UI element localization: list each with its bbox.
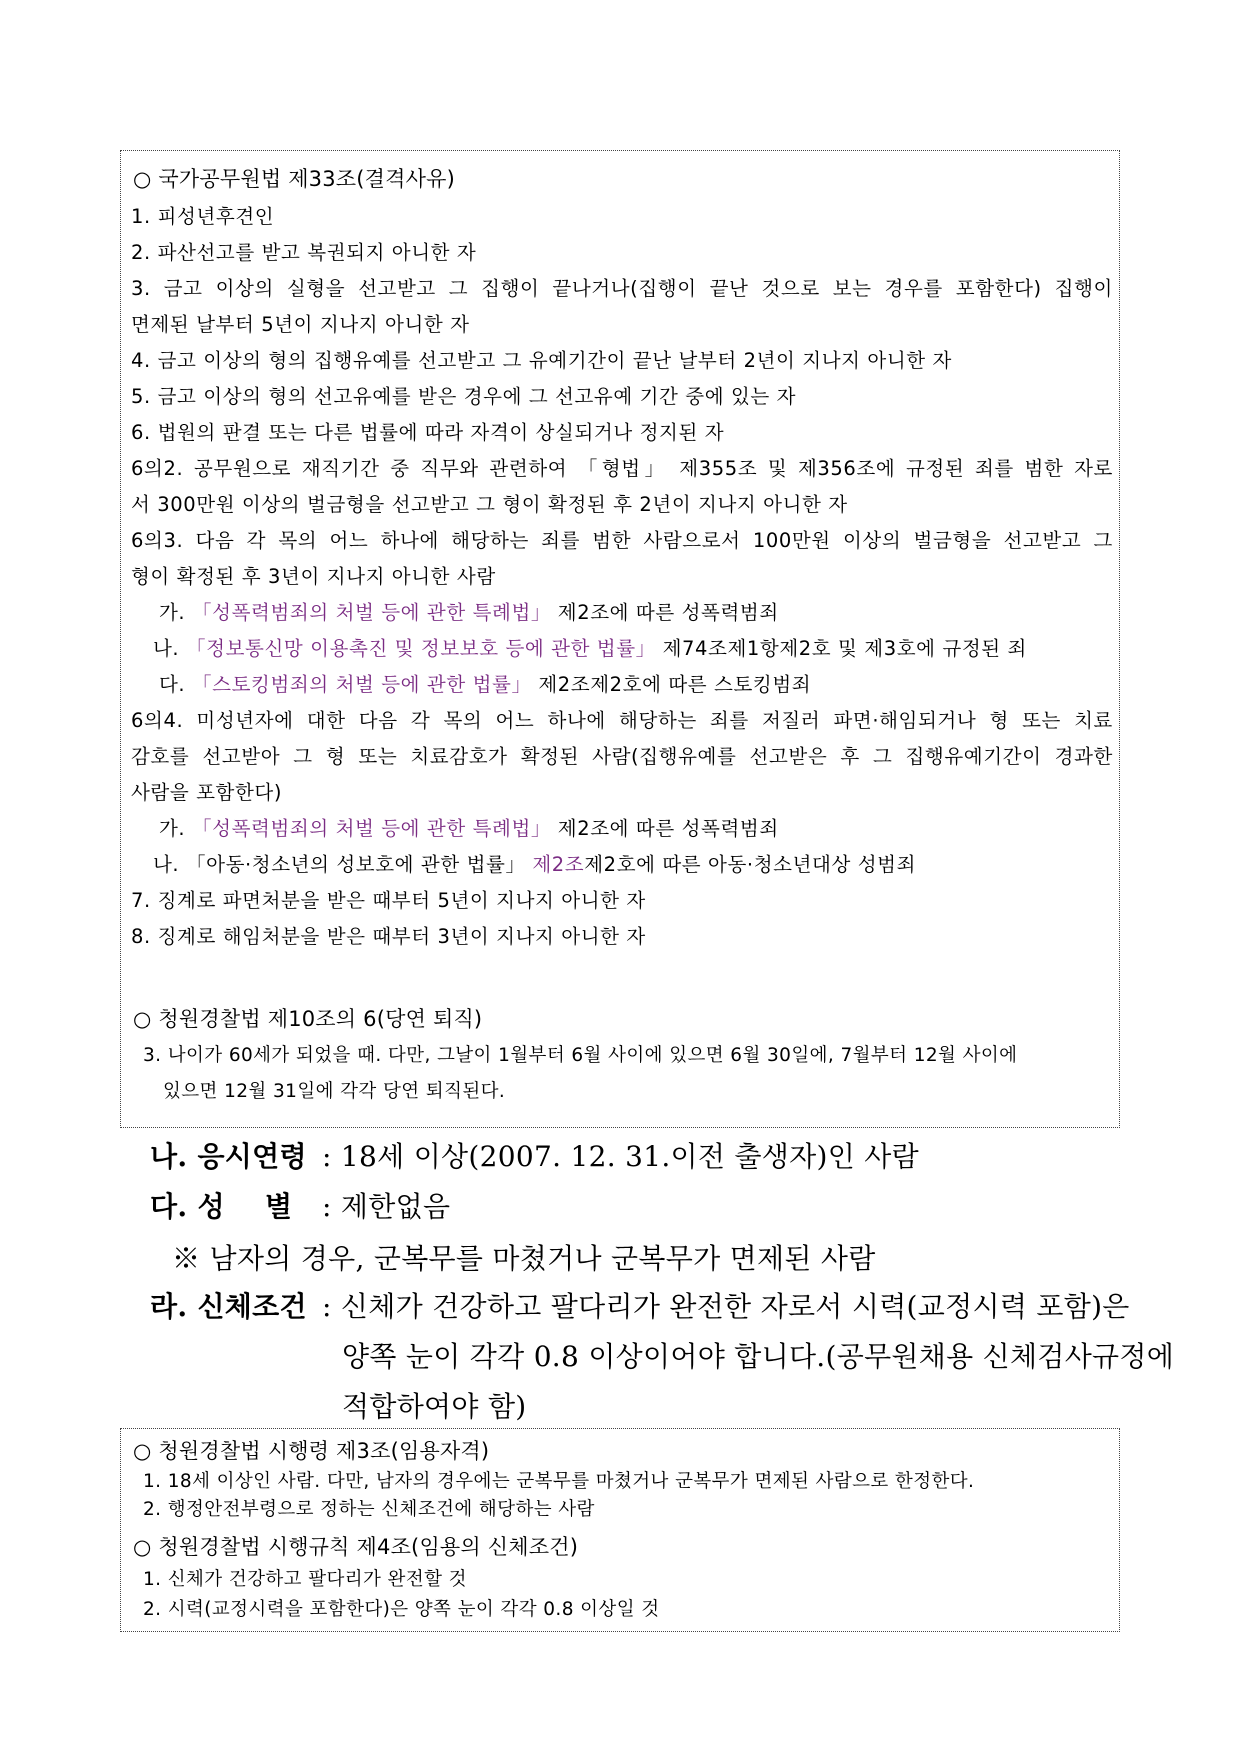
section-title-civil-service-act: ○ 국가공무원법 제33조(결격사유) <box>133 167 456 191</box>
clause-2: 2. 파산선고를 받고 복권되지 아니한 자 <box>131 241 477 264</box>
law-reference: 「스토킹범죄의 처벌 등에 관한 법률」 <box>192 673 532 696</box>
clause-6: 6. 법원의 판결 또는 다른 법률에 따라 자격이 상실되거나 정지된 자 <box>131 421 725 444</box>
decree-item-2: 2. 행정안전부령으로 정하는 신체조건에 해당하는 사람 <box>143 1499 595 1520</box>
physical-value-line-2: 양쪽 눈이 각각 0.8 이상이어야 합니다.(공무원채용 신체검사규정에 <box>342 1340 1175 1373</box>
clause-1: 1. 피성년후견인 <box>131 205 275 228</box>
decree-item-1: 1. 18세 이상인 사람. 다만, 남자의 경우에는 군복무를 마쳤거나 군복무가 면제된 사람으로 한정한다. <box>143 1471 975 1492</box>
clause-5: 5. 금고 이상의 형의 선고유예를 받은 경우에 그 선고유예 기간 중에 있는 자 <box>131 385 797 408</box>
clause-6-3-line-1: 6의3. 다음 각 목의 어느 하나에 해당하는 죄를 범한 사람으로서 100만원 이상의 벌금형을 선고받고 그 <box>131 529 1113 552</box>
clause-6-4-line-2: 감호를 선고받아 그 형 또는 치료감호가 확정된 사람(집행유예를 선고받은 후 그 집행유예기간이 경과한 <box>131 745 1113 768</box>
clause-7: 7. 징계로 파면처분을 받은 때부터 5년이 지나지 아니한 자 <box>131 889 646 912</box>
clause-6-2-line-1: 6의2. 공무원으로 재직기간 중 직무와 관련하여 「형법」 제355조 및 제356조에 규정된 죄를 범한 자로 <box>131 457 1113 480</box>
sub-item-6-3-da: 다. 「스토킹범죄의 처벌 등에 관한 법률」 제2조제2호에 따른 스토킹범죄 <box>159 673 812 696</box>
section-title-enforcement-rule: ○ 청원경찰법 시행규칙 제4조(임용의 신체조건) <box>133 1535 579 1559</box>
guard-clause-3-line-1: 3. 나이가 60세가 되었을 때. 다만, 그날이 1월부터 6월 사이에 있으면 6월 30일에, 7월부터 12월 사이에 <box>143 1045 1018 1066</box>
clause-6-2-line-2: 서 300만원 이상의 벌금형을 선고받고 그 형이 확정된 후 2년이 지나지 아니한 자 <box>131 493 848 516</box>
legal-reference-box-2 <box>120 1428 1120 1632</box>
rule-item-2: 2. 시력(교정시력을 포함한다)은 양쪽 눈이 각각 0.8 이상일 것 <box>143 1599 660 1620</box>
clause-6-3-line-2: 형이 확정된 후 3년이 지나지 아니한 사람 <box>131 565 496 588</box>
gender-label: 다. 성 별 <box>150 1190 293 1223</box>
law-reference: 「성폭력범죄의 처벌 등에 관한 특례법」 <box>192 817 551 840</box>
clause-4: 4. 금고 이상의 형의 집행유예를 선고받고 그 유예기간이 끝난 날부터 2년이 지나지 아니한 자 <box>131 349 952 372</box>
clause-6-4-line-3: 사람을 포함한다) <box>131 781 283 804</box>
clause-3-line-1: 3. 금고 이상의 실형을 선고받고 그 집행이 끝나거나(집행이 끝난 것으로 보는 경우를 포함한다) 집행이 <box>131 277 1113 300</box>
section-title-guard-act: ○ 청원경찰법 제10조의 6(당연 퇴직) <box>133 1007 483 1031</box>
law-reference: 제2조 <box>532 853 585 876</box>
physical-value-line-3: 적합하여야 함) <box>342 1390 527 1423</box>
clause-6-4-line-1: 6의4. 미성년자에 대한 다음 각 목의 어느 하나에 해당하는 죄를 저질러 파면·해임되거나 형 또는 치료 <box>131 709 1113 732</box>
clause-8: 8. 징계로 해임처분을 받은 때부터 3년이 지나지 아니한 자 <box>131 925 646 948</box>
sub-item-6-3-ga: 가. 「성폭력범죄의 처벌 등에 관한 특례법」 제2조에 따른 성폭력범죄 <box>159 601 779 624</box>
sub-item-6-4-na: 나. 「아동·청소년의 성보호에 관한 법률」 제2조제2호에 따른 아동·청소년대상 성범죄 <box>153 853 917 876</box>
law-reference: 「정보통신망 이용촉진 및 정보보호 등에 관한 법률」 <box>186 637 656 660</box>
clause-3-line-2: 면제된 날부터 5년이 지나지 아니한 자 <box>131 313 470 336</box>
gender-value: : 제한없음 <box>322 1190 451 1223</box>
legal-reference-box-1 <box>120 150 1120 1128</box>
physical-label: 라. 신체조건 <box>150 1290 307 1323</box>
age-value: : 18세 이상(2007. 12. 31.이전 출생자)인 사람 <box>322 1140 919 1173</box>
rule-item-1: 1. 신체가 건강하고 팔다리가 완전할 것 <box>143 1569 467 1590</box>
section-title-enforcement-decree: ○ 청원경찰법 시행령 제3조(임용자격) <box>133 1439 490 1463</box>
guard-clause-3-line-2: 있으면 12월 31일에 각각 당연 퇴직된다. <box>163 1081 506 1102</box>
sub-item-6-4-ga: 가. 「성폭력범죄의 처벌 등에 관한 특례법」 제2조에 따른 성폭력범죄 <box>159 817 779 840</box>
age-row <box>150 1135 919 1175</box>
physical-row <box>150 1285 1175 1423</box>
age-label: 나. 응시연령 <box>150 1140 307 1173</box>
physical-value-line-1: : 신체가 건강하고 팔다리가 완전한 자로서 시력(교정시력 포함)은 <box>322 1290 1130 1323</box>
sub-item-6-3-na: 나. 「정보통신망 이용촉진 및 정보보호 등에 관한 법률」 제74조제1항제2호 및 제3호에 규정된 죄 <box>153 637 1027 660</box>
law-reference: 「성폭력범죄의 처벌 등에 관한 특례법」 <box>192 601 551 624</box>
military-note: ※ 남자의 경우, 군복무를 마쳤거나 군복무가 면제된 사람 <box>172 1242 876 1275</box>
gender-row <box>150 1185 451 1225</box>
